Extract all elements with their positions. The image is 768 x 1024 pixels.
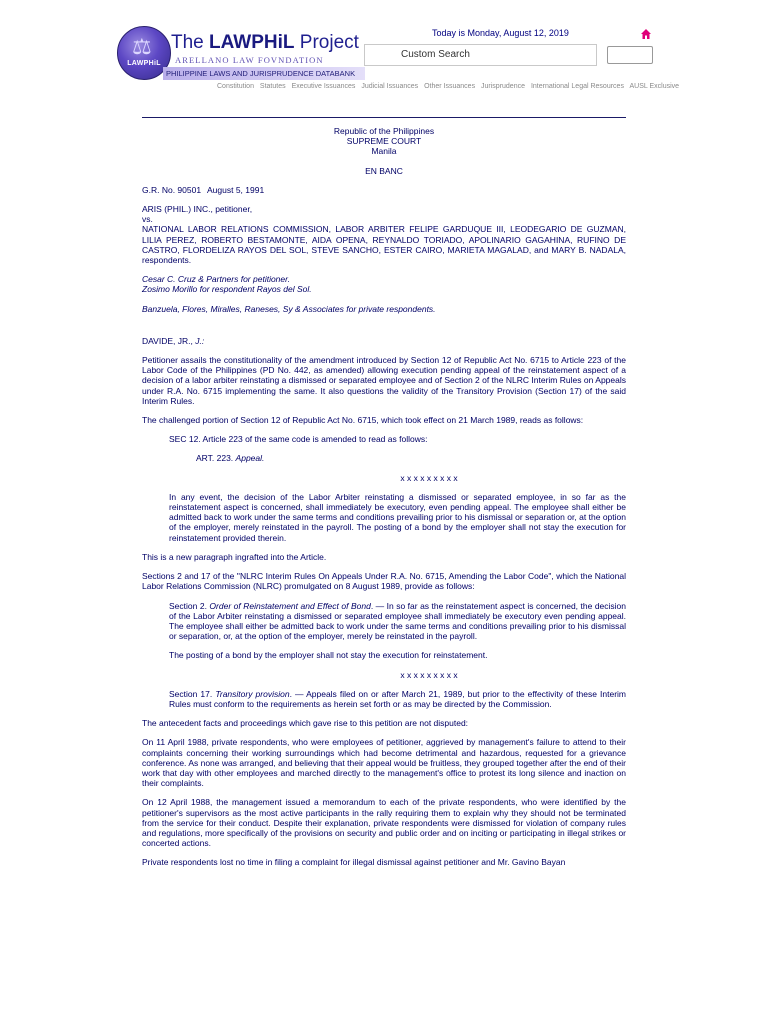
court-name: SUPREME COURT <box>346 136 422 147</box>
paragraph-5: The antecedent facts and proceedings which gave rise to this petition are not disputed: <box>142 718 469 729</box>
scales-of-justice-icon: ⚖ <box>132 35 152 60</box>
nav-jurisprudence[interactable]: Jurisprudence <box>481 83 525 90</box>
sec-12-heading: SEC 12. Article 223 of the same code is amended to read as follows: <box>169 434 428 445</box>
ellipsis-2: x x x x x x x x x <box>400 669 458 680</box>
paragraph-8: Private respondents lost no time in filing a complaint for illegal dismissal against petitioner and Mr. Gavino Bayan <box>142 857 566 868</box>
court-republic: Republic of the Philippines <box>333 126 435 136</box>
versus: vs. <box>142 214 153 225</box>
nav-judicial-issuances[interactable]: Judicial Issuances <box>361 83 419 90</box>
counsel-petitioner: Cesar C. Cruz & Partners for petitioner. <box>142 274 291 285</box>
counsel-private-respondents: Banzuela, Flores, Miralles, Raneses, Sy & Associates for private respondents. <box>142 303 436 314</box>
decision-date: August 5, 1991 <box>207 184 265 195</box>
nav-other-issuances[interactable]: Other Issuances <box>424 83 476 90</box>
counsel-rayos: Zosimo Morillo for respondent Rayos del Sol. <box>142 284 312 295</box>
search-button[interactable] <box>607 46 653 64</box>
court-location: Manila <box>371 146 397 157</box>
art-223-heading: ART. 223. Appeal. <box>196 453 265 464</box>
nav-international-legal-resources[interactable]: International Legal Resources <box>530 83 624 90</box>
paragraph-4: Sections 2 and 17 of the "NLRC Interim Rules On Appeals Under R.A. No. 6715, Amending the Labor Code", which the National Labor Relations Commission (NLRC) promulgated on 8 August 1989, provide as follows: <box>142 571 626 592</box>
paragraph-3: This is a new paragraph ingrafted into the Article. <box>142 551 327 562</box>
logo-mini-text: LAWPHiL <box>127 60 161 67</box>
paragraph-1: Petitioner assails the constitutionality of the amendment introduced by Section 12 of Republic Act No. 6715 to Article 223 of the Labor Code of the Philippines (PD No. 442, as amended) allowing execution pending appeal of the reinstatement aspect of a decision of a labor arbiter reinstating a dismissed or separated employee and of Section 2 of the NLRC Interim Rules on Appeals under R.A. No. 6715 implementing the same. It also questions the validity of the Transitory Provision (Section 17) of the said Interim Rules. <box>142 355 626 406</box>
division: EN BANC <box>365 165 403 176</box>
nav-statutes[interactable]: Statutes <box>259 83 286 90</box>
paragraph-2: The challenged portion of Section 12 of Republic Act No. 6715, which took effect on 21 March 1989, reads as follows: <box>142 415 584 426</box>
paragraph-7: On 12 April 1988, the management issued a memorandum to each of the private respondents, who were identified by the petitioner's supervisors as the most active participants in the rally requiring them to explain why they should not be terminated from the service for their conduct. Despite their explanation, private respondents were dismissed for violation of company rules and regulations, more specifically of the provisions on security and public order and on inciting or participating in illegal strikes or concerted actions. <box>142 797 626 849</box>
nav-executive-issuances[interactable]: Executive Issuances <box>291 83 356 90</box>
logo-subtitle: ARELLANO LAW FOVNDATION <box>175 55 324 65</box>
site-logo[interactable] <box>115 26 365 84</box>
section-2-bond: The posting of a bond by the employer shall not stay the execution for reinstatement. <box>169 650 488 661</box>
section-2-quote: Section 2. Order of Reinstatement and Effect of Bond. — In so far as the reinstatement aspect is concerned, the decision of the Labor Arbiter reinstating a dismissed or separated employee shall immediately be executory even pending appeal. The employee shall either be admitted back to work under the same terms and conditions prevailing prior to his dismissal or separation, or, at the option of the employer, merely be reinstated in the payroll. <box>169 600 627 642</box>
ponente: DAVIDE, JR., J.: <box>142 335 205 346</box>
home-icon[interactable] <box>640 28 652 40</box>
nav-ausl-exclusive[interactable]: AUSL Exclusive <box>629 83 680 90</box>
decision-document <box>142 126 626 868</box>
paragraph-6: On 11 April 1988, private respondents, who were employees of petitioner, aggrieved by management's failure to attend to their complaints concerning their working surroundings which had become detrimental and hazardous, requested for a grievance conference. As none was arranged, and believing that their appeal would be fruitless, they grouped together after the end of their work that day with other employees and marched directly to the management's office to protest its long silence and inaction on their complaints. <box>142 737 626 789</box>
case-number-row <box>142 185 626 195</box>
quote-reinstatement: In any event, the decision of the Labor Arbiter reinstating a dismissed or separated employee, in so far as the reinstatement aspect is concerned, shall immediately be executory, even pending appeal. The employee shall either be admitted back to work under the same terms and conditions prevailing prior to his dismissal or separation or, at the option of the employer, merely reinstated in the payroll. The posting of a bond by the employer shall not stay the execution for reinstatement provided therein. <box>169 491 626 543</box>
gr-number: G.R. No. 90501 <box>142 184 202 195</box>
search-input[interactable]: Custom Search <box>364 44 597 66</box>
section-17-quote: Section 17. Transitory provision. — Appeals filed on or after March 21, 1989, but prior to the effectivity of these Interim Rules must conform to the requirements as herein set forth or as may be directed by the Commission. <box>169 688 627 709</box>
petitioner: ARIS (PHIL.) INC., petitioner, <box>142 204 253 215</box>
logo-title: The LAWPHiL Project <box>171 32 359 53</box>
today-date: Today is Monday, August 12, 2019 <box>432 28 569 38</box>
top-nav <box>217 83 683 90</box>
ellipsis-1: x x x x x x x x x <box>400 472 458 483</box>
nav-constitution[interactable]: Constitution <box>217 83 254 90</box>
header-divider <box>142 117 626 118</box>
logo-band: PHILIPPINE LAWS AND JURISPRUDENCE DATABANK <box>163 67 365 80</box>
respondents: NATIONAL LABOR RELATIONS COMMISSION, LABOR ARBITER FELIPE GARDUQUE III, LEODEGARIO DE GUZMAN, LILIA PEREZ, ROBERTO BESTAMONTE, AIDA OPENA, REYNALDO TORIADO, APOLINARIO GAGAHINA, RUFINO DE CASTRO, FLORDELIZA RAYOS DEL SOL, STEVE SANCHO, ESTER CAIRO, MARIETA MAGALAD, and MARY B. NADALA, respondents. <box>142 224 626 266</box>
